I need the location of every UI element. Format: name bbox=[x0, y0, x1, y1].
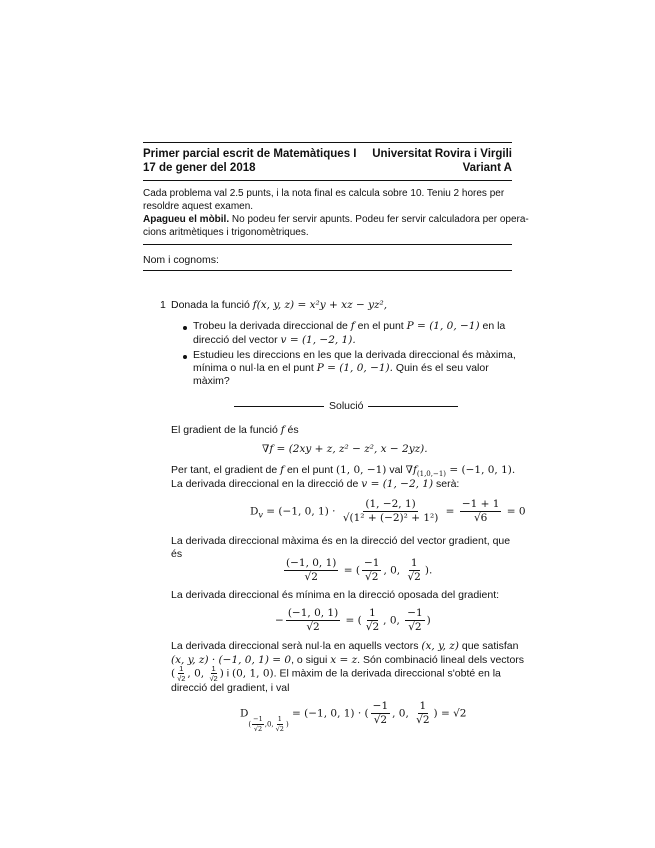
eq4-D: D bbox=[240, 707, 249, 720]
eq4-frac-b bbox=[414, 700, 431, 727]
instructions-line-2: resoldre aquest examen. bbox=[143, 201, 254, 212]
eq1-eq: = bbox=[442, 505, 458, 518]
eq3-end: ) bbox=[426, 614, 431, 627]
eq3-a-num: 1 bbox=[369, 607, 376, 619]
p6-mid: , 0, bbox=[187, 667, 208, 680]
eq4-sub-close: ) bbox=[285, 720, 289, 729]
turn-off-phone-notice: Apagueu el mòbil. bbox=[143, 214, 230, 225]
p6-f1d: √2 bbox=[177, 674, 186, 683]
eq3-minus: − bbox=[275, 614, 284, 627]
p3-b: serà: bbox=[433, 478, 460, 490]
problem-statement-text: Donada la funció bbox=[171, 299, 253, 311]
eq2-num: (−1, 0, 1) bbox=[286, 557, 337, 569]
eq2-frac-a bbox=[362, 557, 381, 584]
eq3-mid: = ( bbox=[342, 614, 362, 627]
eq4-mid: = (−1, 0, 1) · ( bbox=[288, 707, 369, 720]
eq4-sub-frac-b bbox=[275, 715, 285, 734]
solution-p5: La derivada direccional és mínima en la direcció oposada del gradient: bbox=[171, 589, 500, 601]
solution-rule-left bbox=[234, 406, 324, 407]
solution-p4-line-2: és bbox=[171, 548, 183, 560]
eq3-b-num: −1 bbox=[407, 607, 423, 619]
p2-a: Per tant, el gradient de bbox=[171, 464, 281, 476]
eq1-num2: −1 + 1 bbox=[461, 498, 500, 510]
eq3-frac-a bbox=[364, 607, 381, 634]
name-field-label: Nom i cognoms: bbox=[143, 254, 219, 266]
eq4-sub-ad: √2 bbox=[253, 725, 263, 733]
eq4-sub-bd: √2 bbox=[275, 725, 284, 733]
eq4-sub-bn: 1 bbox=[277, 715, 282, 723]
eq1-D: D bbox=[250, 505, 259, 518]
eq2-frac bbox=[284, 557, 338, 584]
p6-vec: (0, 1, 0) bbox=[232, 667, 274, 680]
function-definition: f(x, y, z) = x²y + xz − yz², bbox=[252, 299, 388, 311]
eq4-sub-frac-a bbox=[252, 715, 264, 734]
p2-point: (1, 0, −1) bbox=[336, 464, 387, 476]
eq3-frac-b bbox=[405, 607, 424, 634]
bullet-2-line-3: màxim? bbox=[193, 375, 230, 387]
eq1-den: √(1² + (−2)² + 1²) bbox=[342, 512, 439, 524]
solution-p1 bbox=[171, 424, 299, 436]
eq3-a-den: √2 bbox=[365, 621, 380, 633]
top-rule bbox=[143, 142, 512, 143]
eq2-end: ). bbox=[424, 564, 433, 577]
eq4-a-den: √2 bbox=[373, 714, 388, 726]
eq4-sub-open: ( bbox=[248, 720, 252, 729]
p3-vector: v = (1, −2, 1) bbox=[361, 478, 434, 490]
p6-a: La derivada direccional serà nul·la en aquells vectors bbox=[171, 640, 422, 652]
eq2-a-num: −1 bbox=[363, 557, 380, 569]
eq3-den: √2 bbox=[306, 621, 320, 633]
solution-heading bbox=[229, 400, 463, 412]
p6-i: i bbox=[223, 667, 233, 680]
max-value-equation bbox=[240, 700, 466, 734]
eq4-a-num: −1 bbox=[372, 700, 389, 712]
solution-label: Solució bbox=[329, 400, 364, 412]
eq1-end: = 0 bbox=[503, 505, 526, 518]
p6-c: , o sigui bbox=[291, 654, 331, 666]
p2-b: en el punt bbox=[284, 464, 337, 476]
eq2-b-num: 1 bbox=[410, 557, 418, 569]
eq2-a-den: √2 bbox=[365, 571, 379, 583]
instructions-line-1: Cada problema val 2.5 punts, i la nota final es calcula sobre 10. Teniu 2 hores per bbox=[143, 188, 505, 199]
solution-p6-line-1 bbox=[171, 640, 518, 652]
p1-a: El gradient de la funció bbox=[171, 424, 281, 436]
exam-variant: Variant A bbox=[462, 162, 512, 174]
instructions-rule bbox=[143, 244, 512, 245]
name-field-rule bbox=[143, 270, 512, 271]
p6-rest: . El màxim de la derivada direccional s'obté en la bbox=[273, 667, 501, 680]
max-direction-equation bbox=[282, 557, 432, 584]
eq1-num: (1, −2, 1) bbox=[365, 498, 416, 510]
p2-c: val bbox=[386, 464, 406, 476]
b1-text-c: en la bbox=[479, 320, 506, 332]
eq3-num: (−1, 0, 1) bbox=[287, 607, 339, 619]
eq4-end: ) = √2 bbox=[433, 707, 467, 720]
p6-x-eq-z: x = z bbox=[330, 654, 358, 666]
min-direction-equation bbox=[275, 607, 431, 634]
solution-p4-line-1: La derivada direccional màxima és en la direcció del vector gradient, que bbox=[171, 535, 511, 547]
gradient-equation: ∇f = (2xy + z, z² − z², x − 2yz). bbox=[262, 443, 428, 455]
p6-f1n: 1 bbox=[179, 664, 184, 673]
eq2-zero: , 0, bbox=[383, 564, 404, 577]
eq4-b-num: 1 bbox=[419, 700, 427, 712]
b1-text-a: Trobeu la derivada direccional de bbox=[193, 320, 351, 332]
eq4-frac-a bbox=[371, 700, 390, 727]
p6-xyz: (x, y, z) bbox=[421, 640, 459, 652]
eq1-den2: √6 bbox=[473, 512, 488, 524]
eq3-b-den: √2 bbox=[408, 621, 422, 633]
p6-close: ) bbox=[219, 667, 224, 680]
b1-vector: v = (1, −2, 1). bbox=[280, 334, 356, 346]
p6-d: . Són combinació lineal dels vectors bbox=[357, 654, 525, 666]
eq1-sub: v bbox=[258, 510, 263, 520]
b2-point: P = (1, 0, −1). bbox=[316, 362, 393, 374]
instructions-line-4: cions aritmètiques i trigonomètriques. bbox=[143, 227, 309, 238]
p3-a: La derivada direccional en la direcció de bbox=[171, 478, 362, 490]
p6-open: ( bbox=[171, 667, 176, 680]
b1-f: f bbox=[350, 320, 355, 332]
bullet-1 bbox=[183, 326, 187, 330]
solution-p2 bbox=[171, 464, 515, 478]
eq4-b-den: √2 bbox=[416, 714, 430, 726]
exam-title: Primer parcial escrit de Matemàtiques I bbox=[143, 148, 357, 160]
p6-f2n: 1 bbox=[211, 664, 216, 673]
b2-text-a: mínima o nul·la en el punt bbox=[193, 362, 317, 374]
instructions-line-3-rest: No podeu fer servir apunts. Podeu fer servir calculadora per opera- bbox=[229, 214, 529, 225]
p2-grad-sub: (1,0,−1) bbox=[416, 470, 447, 479]
eq1-frac-2 bbox=[460, 498, 502, 525]
instructions-line-3 bbox=[143, 214, 529, 225]
p6-f2d: √2 bbox=[209, 674, 218, 683]
exam-date: 17 de gener del 2018 bbox=[143, 162, 256, 174]
eq1-frac-1 bbox=[341, 498, 441, 525]
b2-text-b: Quin és el seu valor bbox=[393, 362, 489, 374]
eq2-b-den: √2 bbox=[407, 571, 421, 583]
p2-grad: ∇f bbox=[405, 464, 417, 476]
solution-p6-line-4: direcció del gradient, i val bbox=[171, 682, 290, 694]
bullet-1-line-2 bbox=[193, 334, 356, 346]
bullet-1-line-1 bbox=[193, 320, 505, 332]
p6-dot-eq: (x, y, z) · (−1, 0, 1) = 0 bbox=[171, 654, 292, 666]
p2-f: f bbox=[280, 464, 285, 476]
p6-frac-1 bbox=[176, 664, 186, 683]
solution-p6-line-3 bbox=[171, 664, 501, 683]
eq4-sub-an: −1 bbox=[253, 715, 263, 723]
header-rule bbox=[143, 180, 512, 181]
b1-point: P = (1, 0, −1) bbox=[406, 320, 480, 332]
eq4-subscript bbox=[248, 715, 288, 734]
problem-statement bbox=[171, 299, 387, 311]
solution-rule-right bbox=[368, 406, 458, 407]
eq2-mid: = ( bbox=[340, 564, 360, 577]
problem-number: 1 bbox=[160, 299, 166, 311]
bullet-2-line-2 bbox=[193, 362, 489, 374]
solution-p3 bbox=[171, 478, 459, 490]
eq1-mid: = (−1, 0, 1) · bbox=[262, 505, 339, 518]
bullet-2 bbox=[183, 355, 187, 359]
b1-text-b: en el punt bbox=[354, 320, 407, 332]
eq2-den: √2 bbox=[304, 571, 318, 583]
eq2-frac-b bbox=[405, 557, 422, 584]
eq3-zero: , 0, bbox=[383, 614, 404, 627]
eq4-zero: , 0, bbox=[392, 707, 413, 720]
eq3-frac bbox=[286, 607, 340, 634]
bullet-2-line-1: Estudieu les direccions en les que la derivada direccional és màxima, bbox=[193, 349, 516, 361]
p6-b: que satisfan bbox=[458, 640, 519, 652]
b1-text-d: direcció del vector bbox=[193, 334, 281, 346]
p1-b: és bbox=[284, 424, 299, 436]
p2-grad-value: = (−1, 0, 1). bbox=[446, 464, 516, 476]
p1-f: f bbox=[280, 424, 285, 436]
directional-derivative-equation bbox=[250, 498, 526, 525]
p6-frac-2 bbox=[208, 664, 218, 683]
university-name: Universitat Rovira i Virgili bbox=[372, 148, 512, 160]
eq4-sub-mid: ,0, bbox=[264, 720, 274, 729]
